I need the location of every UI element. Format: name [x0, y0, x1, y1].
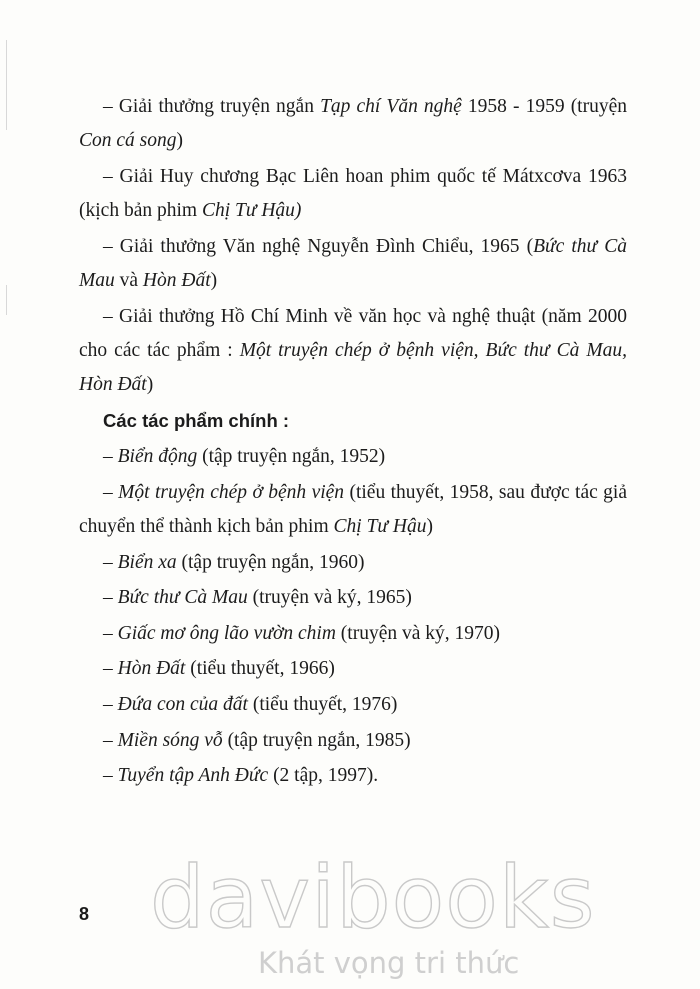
award-item: – Giải thưởng truyện ngắn Tạp chí Văn nghệ 1958 - 1959 (truyện Con cá song) — [79, 96, 628, 151]
work-item: – Giấc mơ ông lão vườn chim (truyện và ký, 1970) — [103, 622, 501, 644]
work-item: – Tuyển tập Anh Đức (2 tập, 1997). — [103, 765, 379, 787]
work-item: – Đứa con của đất (tiểu thuyết, 1976) — [103, 693, 398, 715]
page-edge-mark-bottom — [6, 285, 7, 315]
work-item: – Một truyện chép ở bệnh viện (tiểu thuyết, 1958, sau được tác giả chuyển thể thành kịch bản phim Chị Tư Hậu) — [79, 481, 628, 537]
work-item: – Biển động (tập truyện ngắn, 1952) — [103, 446, 386, 467]
book-page-content — [79, 90, 627, 795]
work-item: – Biển xa (tập truyện ngắn, 1960) — [103, 551, 365, 573]
work-item: – Hòn Đất (tiểu thuyết, 1966) — [103, 658, 335, 680]
work-item: – Miền sóng vỗ (tập truyện ngắn, 1985) — [103, 729, 411, 751]
work-item: – Bức thư Cà Mau (truyện và ký, 1965) — [103, 587, 412, 609]
award-item: – Giải thưởng Văn nghệ Nguyễn Đình Chiểu, 1965 (Bức thư Cà Mau và Hòn Đất) — [79, 236, 627, 291]
watermark-tagline: Khát vọng tri thức — [258, 946, 520, 980]
award-item: – Giải thưởng Hồ Chí Minh về văn học và nghệ thuật (năm 2000 cho các tác phẩm : Một truyện chép ở bệnh viện, Bức thư Cà Mau, Hòn Đất) — [79, 306, 627, 395]
watermark-brand: davibooks — [150, 848, 596, 948]
works-heading: Các tác phẩm chính : — [103, 410, 290, 431]
page-edge-mark-top — [6, 40, 7, 130]
page-number: 8 — [79, 904, 90, 924]
award-item: – Giải Huy chương Bạc Liên hoan phim quốc tế Mátxcơva 1963 (kịch bản phim Chị Tư Hậu) — [79, 166, 627, 221]
